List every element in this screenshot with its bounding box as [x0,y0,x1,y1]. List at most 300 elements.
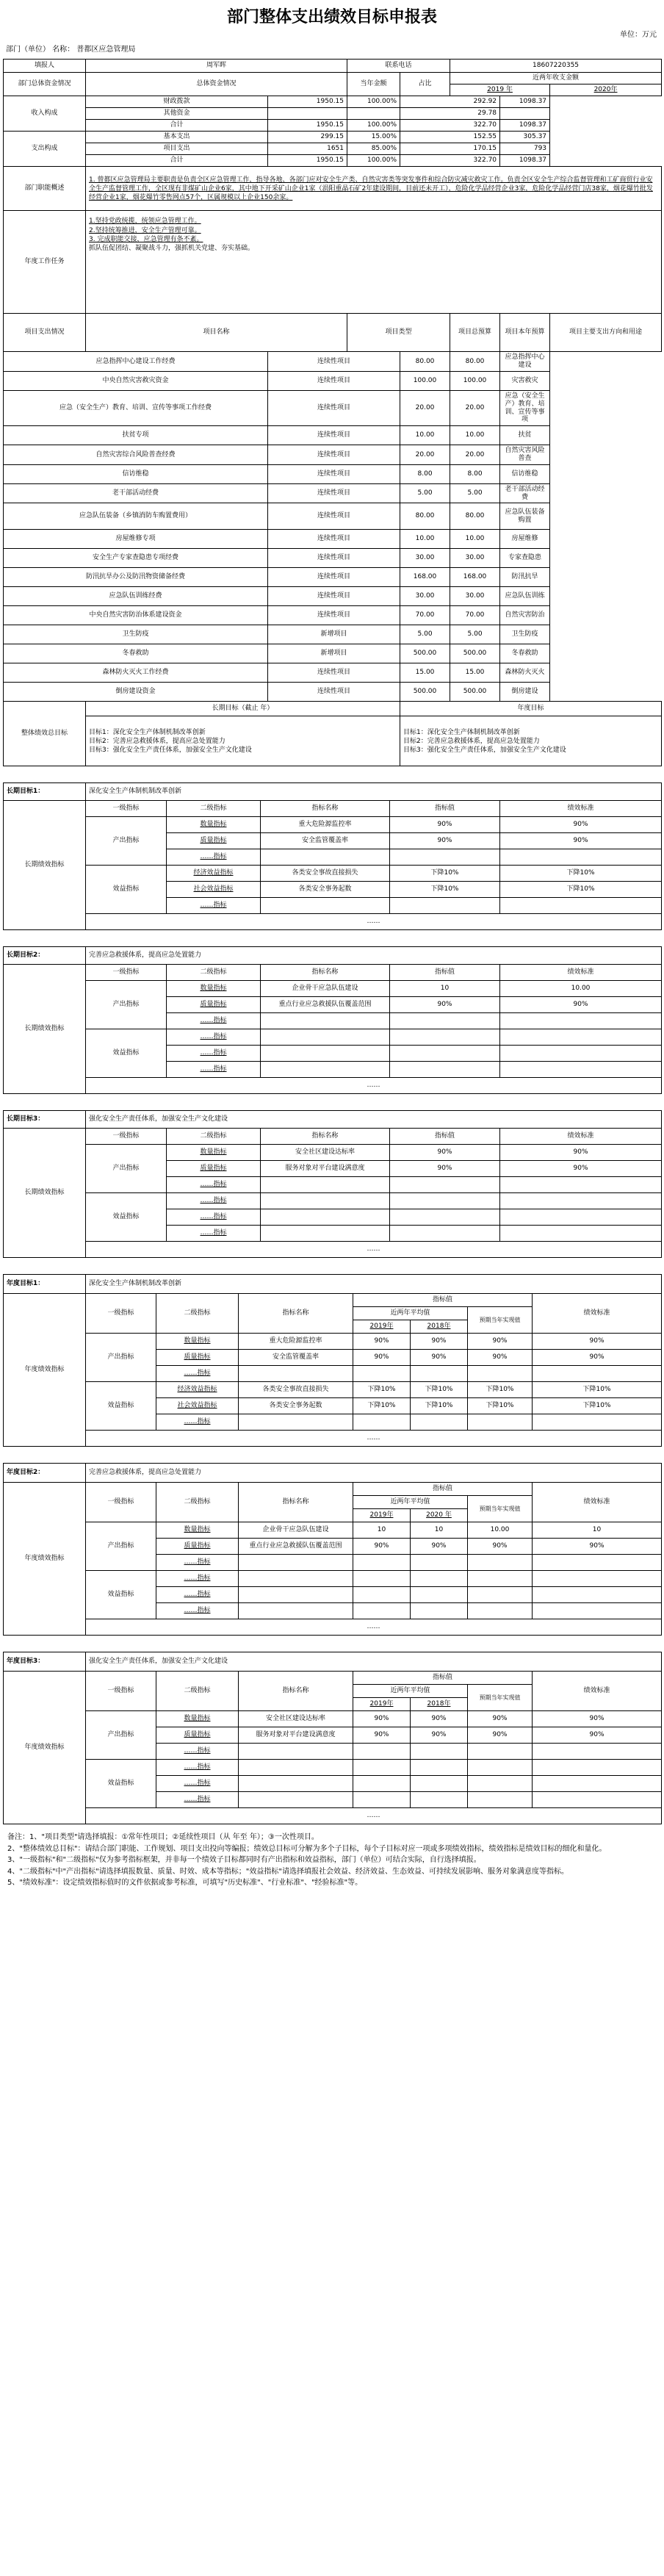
h-recent: 近两年平均值 [353,1685,468,1698]
project-total: 5.00 [400,625,450,644]
output-label: 产出指标 [86,1334,156,1382]
long-goal-table [3,946,662,1094]
expense-item-amount: 1651 [268,143,347,155]
indicator-name [261,1062,390,1078]
long-goal-desc: 强化安全生产责任体系，加强安全生产文化建设 [86,1111,662,1129]
long-goal-item: 目标1：深化安全生产体制机制改革创新 [89,728,206,736]
indicator-b [411,1555,468,1571]
indicator-b [411,1366,468,1382]
indicator-row [4,1382,662,1398]
project-row [4,530,662,549]
project-type: 连续性项目 [268,549,400,568]
task-item: 1.坚持党政统揽，统领应急管理工作。 [89,217,201,226]
indicator-b [411,1776,468,1792]
project-row [4,663,662,683]
output-label: 产出指标 [86,1711,156,1760]
expense-item-amount: 1950.15 [268,155,347,167]
long-goal-table [3,782,662,930]
indicator-value [390,1029,500,1046]
indicator-name [239,1603,353,1619]
project-type: 连续性项目 [268,371,400,390]
indicator-std [500,1177,662,1193]
output-label: 产出指标 [86,1145,167,1193]
indicator-std [533,1587,662,1603]
indicator-a [353,1571,411,1587]
indicator-std: 90% [533,1727,662,1744]
indicator-std [500,1226,662,1242]
indicator-b [411,1587,468,1603]
indicator-b [411,1414,468,1431]
ratio-label: 占比 [400,73,450,96]
project-name: 中央自然灾害救灾资金 [4,371,268,390]
indicator-std [533,1414,662,1431]
project-total: 15.00 [400,663,450,683]
indicator-c: 下降10% [468,1398,533,1414]
indicator-sub: ……指标 [156,1603,239,1619]
project-name: 自然灾害综合风险普查经费 [4,445,268,465]
project-use: 卫生防疫 [500,625,550,644]
project-row [4,683,662,702]
project-year: 10.00 [450,426,500,445]
expense-item-y2: 305.37 [500,132,550,143]
year-goals-section [3,1258,661,1824]
indicator-a [353,1603,411,1619]
year-goal-list [400,716,662,766]
income-item-ratio: 100.00% [347,120,400,132]
indicator-value: 下降10% [390,882,500,898]
project-year: 168.00 [450,568,500,587]
indicator-name: 各类安全事务起数 [239,1398,353,1414]
indicator-a: 90% [353,1350,411,1366]
indicator-sub: 质量指标 [156,1539,239,1555]
project-use: 应急队伍训练 [500,587,550,606]
indicator-b: 90% [411,1539,468,1555]
long-goal-title: 长期目标3： [4,1111,86,1129]
recent-label: 近两年收支金额 [450,73,662,84]
indicator-sub: 社会效益指标 [167,882,261,898]
expense-item-name: 项目支出 [86,143,268,155]
filler-label: 填报人 [4,60,86,73]
expense-item-ratio: 85.00% [347,143,400,155]
indicator-row [4,1522,662,1539]
h-std: 绩效标准 [500,965,662,981]
ellipsis-row: …… [86,1808,662,1824]
indicator-name [239,1792,353,1808]
income-item-y1: 29.78 [400,108,500,120]
h-std: 绩效标准 [500,801,662,817]
project-use: 自然灾害风险普查 [500,445,550,465]
indicator-std: 90% [500,1161,662,1177]
indicator-std: 下降10% [500,882,662,898]
main-table [3,59,662,766]
indicator-b [411,1792,468,1808]
project-year: 500.00 [450,644,500,663]
income-item-y1: 292.92 [400,96,500,108]
h-expect: 预期当年实现值 [468,1496,533,1522]
indicator-sub: ……指标 [167,1062,261,1078]
indicator-sub: 质量指标 [156,1727,239,1744]
ellipsis-row: …… [86,914,662,930]
project-year: 500.00 [450,683,500,702]
year-2020-label: 2020年 [550,84,662,96]
project-total: 100.00 [400,371,450,390]
note-line: 备注：1、"项目类型"请选择填报：①常年性项目；②延续性项目（从 年至 年）；③一次性项目。 [7,1833,319,1842]
effect-label: 效益指标 [86,1193,167,1242]
income-item-name: 合计 [86,120,268,132]
indicator-std: 90% [500,1145,662,1161]
indicator-name: 服务对象对平台建设满意度 [261,1161,390,1177]
indicator-a: 90% [353,1711,411,1727]
long-section-label: 长期绩效指标 [4,801,86,930]
indicator-value [390,1209,500,1226]
project-use: 森林防火灭火 [500,663,550,683]
indicator-a [353,1744,411,1760]
project-name: 森林防火灭火工作经费 [4,663,268,683]
indicator-std [533,1776,662,1792]
project-row [4,445,662,465]
project-year: 80.00 [450,503,500,530]
project-total: 20.00 [400,445,450,465]
h-year2: 2018年 [411,1320,468,1334]
project-total: 30.00 [400,549,450,568]
indicator-std [533,1744,662,1760]
indicator-b: 下降10% [411,1398,468,1414]
indicator-std [533,1603,662,1619]
h-level1: 一级指标 [86,801,167,817]
project-total: 10.00 [400,530,450,549]
indicator-sub: ……指标 [167,898,261,914]
project-use: 倒房建设 [500,683,550,702]
year-2019-label: 2019 年 [450,84,550,96]
indicator-name [261,1226,390,1242]
h-std: 绩效标准 [533,1483,662,1522]
indicator-sub: 数量指标 [156,1334,239,1350]
indicator-sub: 质量指标 [156,1350,239,1366]
indicator-name [261,898,390,914]
indicator-c [468,1414,533,1431]
h-level2: 二级指标 [167,801,261,817]
overall-funding-label: 总体资金情况 [86,73,347,96]
indicator-name [261,1029,390,1046]
indicator-name: 服务对象对平台建设满意度 [239,1727,353,1744]
project-use: 自然灾害防治 [500,606,550,625]
h-std: 绩效标准 [533,1672,662,1711]
project-use: 老干部活动经费 [500,483,550,503]
indicator-value [390,849,500,866]
indicator-value: 90% [390,1145,500,1161]
project-year: 15.00 [450,663,500,683]
indicator-name [261,1046,390,1062]
income-item-y1: 322.70 [400,120,500,132]
project-name: 应急指挥中心建设工作经费 [4,352,268,372]
project-year: 20.00 [450,390,500,425]
indicator-name [261,1193,390,1209]
dept-line: 部门（单位） 名称： 普都区应急管理局 [6,46,136,54]
indicator-name [239,1571,353,1587]
indicator-std: 下降10% [533,1382,662,1398]
year-goal-table [3,1274,662,1447]
indicator-std: 下降10% [500,866,662,882]
indicator-sub: ……指标 [156,1366,239,1382]
project-type: 连续性项目 [268,587,400,606]
year-section-label: 年度绩效指标 [4,1294,86,1447]
h-name: 指标名称 [261,1129,390,1145]
note-line: 3、"一级指标"和"二级指标"仅为参考指标框架，并非每一个绩效子目标都同时有产出指标和效益指标，部门（单位）可结合实际，自行选择填报。 [7,1856,481,1865]
project-total: 500.00 [400,644,450,663]
long-goal-table [3,1110,662,1258]
h-value: 指标值 [353,1483,533,1496]
project-name: 老干部活动经费 [4,483,268,503]
indicator-a [353,1792,411,1808]
year-goal-table [3,1463,662,1636]
indicator-std: 90% [533,1711,662,1727]
indicator-c [468,1555,533,1571]
indicator-b: 90% [411,1711,468,1727]
h-name: 指标名称 [261,801,390,817]
indicator-std: 90% [500,833,662,849]
h-value: 指标值 [390,965,500,981]
expense-item-ratio: 15.00% [347,132,400,143]
indicator-a: 下降10% [353,1398,411,1414]
long-goal-title: 长期目标2： [4,947,86,965]
project-h-year: 项目本年预算 [500,314,550,352]
project-year: 80.00 [450,352,500,372]
project-row [4,483,662,503]
phone-label: 联系电话 [347,60,450,73]
indicator-name [239,1414,353,1431]
indicator-name [261,1013,390,1029]
project-year: 10.00 [450,530,500,549]
year-goal-desc: 深化安全生产体制机制改革创新 [86,1275,662,1294]
effect-label: 效益指标 [86,1571,156,1619]
ellipsis-row: …… [86,1078,662,1094]
indicator-value [390,1226,500,1242]
indicator-name: 各类安全事故直接损失 [239,1382,353,1398]
project-section-label: 项目支出情况 [4,314,86,352]
effect-label: 效益指标 [86,866,167,914]
h-level2: 二级指标 [156,1672,239,1711]
project-row [4,503,662,530]
indicator-std [500,849,662,866]
year-goal-table [3,1652,662,1824]
indicator-c [468,1792,533,1808]
project-type: 连续性项目 [268,483,400,503]
indicator-std: 90% [533,1350,662,1366]
indicator-c [468,1366,533,1382]
h-name: 指标名称 [239,1483,353,1522]
indicator-value: 90% [390,1161,500,1177]
indicator-value: 10 [390,981,500,997]
indicator-b [411,1603,468,1619]
project-type: 新增项目 [268,625,400,644]
income-item-y2 [500,108,550,120]
indicator-a [353,1587,411,1603]
income-group-label: 收入构成 [4,96,86,132]
indicator-sub: 数量指标 [167,817,261,833]
indicator-value: 90% [390,833,500,849]
project-row [4,371,662,390]
indicator-sub: 数量指标 [156,1522,239,1539]
note-line: 4、"二级指标"中"产出指标"请选择填报数量、质量、时效、成本等指标；"效益指标"请选择填报社会效益、经济效益、生态效益、可持续发展影响、服务对象满意度等指标。 [7,1867,569,1876]
indicator-b [411,1760,468,1776]
year-goal-item: 目标2：完善应急救援体系，提高应急处置能力 [403,737,540,745]
indicator-sub: ……指标 [167,1029,261,1046]
project-use: 房屋维修 [500,530,550,549]
long-goal-desc: 深化安全生产体制机制改革创新 [86,783,662,801]
output-label: 产出指标 [86,981,167,1029]
indicator-sub: ……指标 [167,1046,261,1062]
h-name: 指标名称 [239,1672,353,1711]
indicator-value [390,1193,500,1209]
tasks-label: 年度工作任务 [4,211,86,314]
project-use: 冬春救助 [500,644,550,663]
indicator-sub: 社会效益指标 [156,1398,239,1414]
project-type: 新增项目 [268,644,400,663]
h-expect: 预期当年实现值 [468,1307,533,1334]
project-year: 8.00 [450,464,500,483]
project-name: 应急队伍装备（乡镇消防车购置费用） [4,503,268,530]
project-h-total: 项目总预算 [450,314,500,352]
long-section-label: 长期绩效指标 [4,1129,86,1258]
expense-item-y1: 170.15 [400,143,500,155]
indicator-sub: 质量指标 [167,1161,261,1177]
output-label: 产出指标 [86,1522,156,1571]
indicator-row [4,1029,662,1046]
h-level1: 一级指标 [86,1129,167,1145]
long-goal-head: 长期目标（截止 年） [86,702,400,716]
indicator-c [468,1760,533,1776]
indicator-std [533,1760,662,1776]
project-year: 30.00 [450,587,500,606]
indicator-sub: ……指标 [167,1226,261,1242]
indicator-c: 10.00 [468,1522,533,1539]
indicator-a [353,1414,411,1431]
h-level2: 二级指标 [167,1129,261,1145]
project-use: 防汛抗旱 [500,568,550,587]
h-level2: 二级指标 [156,1483,239,1522]
indicator-name [239,1366,353,1382]
indicator-sub: ……指标 [156,1776,239,1792]
project-type: 连续性项目 [268,352,400,372]
indicator-std: 90% [500,817,662,833]
note-line: 2、"整体绩效总目标"：请结合部门职能、工作规划、项目支出投向等编报；绩效总目标可分解为多个子目标，每个子目标对应一项或多项绩效指标，绩效指标是绩效目标的细化和量化。 [7,1844,607,1853]
income-item-y2: 1098.37 [500,120,550,132]
indicator-name [261,1177,390,1193]
income-item-amount: 1950.15 [268,120,347,132]
indicator-row [4,1760,662,1776]
indicator-b [411,1744,468,1760]
year-goal-title: 年度目标3： [4,1652,86,1672]
h-year2: 2018年 [411,1698,468,1711]
ellipsis-row: …… [86,1431,662,1447]
long-goal-list [86,716,400,766]
indicator-sub: 数量指标 [167,981,261,997]
indicator-c [468,1587,533,1603]
project-type: 连续性项目 [268,683,400,702]
year-goal-item: 目标3：强化安全生产责任体系，加强安全生产文化建设 [403,746,566,754]
expense-group-label: 支出构成 [4,132,86,167]
project-name: 应急队伍训练经费 [4,587,268,606]
long-goal-item: 目标3：强化安全生产责任体系，加强安全生产文化建设 [89,746,252,754]
phone-value: 18607220355 [450,60,662,73]
indicator-value [390,1062,500,1078]
year-goal-title: 年度目标2： [4,1464,86,1483]
project-year: 100.00 [450,371,500,390]
indicator-name: 各类安全事故直接损失 [261,866,390,882]
indicator-std [500,1029,662,1046]
indicator-a [353,1776,411,1792]
expense-item-name: 基本支出 [86,132,268,143]
year-goal-head: 年度目标 [400,702,662,716]
indicator-sub: ……指标 [156,1760,239,1776]
indicator-std [500,1013,662,1029]
indicator-name: 重点行业应急救援队伍覆盖范围 [261,997,390,1013]
duties-text: 1. 曾都区应急管理局主要职责是负责全区应急管理工作，指导各地、各部门应对安全生产类、自然灾害类等突发事件和综合防灾减灾救灾工作。负责全区安全生产综合监督管理和工矿商贸行业安全生产监督管理工作，全区现有非煤矿山企业6家，其中地下开采矿山企业1家（涢阳重晶石矿2年建设期间，目前还未开工），危险化学品经营企业3家，危险化学品经营门店38家，烟花爆竹批发经营企业1家，烟花爆竹零售网点57个，区属规模以上企业150余家。 [86,167,662,211]
indicator-c: 90% [468,1334,533,1350]
indicator-std [533,1555,662,1571]
indicator-b: 下降10% [411,1382,468,1398]
project-name: 倒房建设资金 [4,683,268,702]
h-name: 指标名称 [261,965,390,981]
indicator-a: 90% [353,1727,411,1744]
indicator-name: 重大危险源监控率 [239,1334,353,1350]
indicator-std [533,1366,662,1382]
income-item-amount: 1950.15 [268,96,347,108]
indicator-row [4,1145,662,1161]
indicator-a: 10 [353,1522,411,1539]
project-total: 8.00 [400,464,450,483]
indicator-name: 安全监管覆盖率 [261,833,390,849]
income-item-name: 其他资金 [86,108,268,120]
project-h-use: 项目主要支出方向和用途 [550,314,662,352]
unit-label: 单位：万元 [620,31,657,40]
indicator-std [533,1571,662,1587]
h-recent: 近两年平均值 [353,1496,468,1509]
project-row [4,390,662,425]
project-name: 中央自然灾害防治体系建设资金 [4,606,268,625]
indicator-sub: 数量指标 [156,1711,239,1727]
indicator-row [4,1334,662,1350]
project-use: 专家查隐患 [500,549,550,568]
indicator-sub: ……指标 [156,1571,239,1587]
indicator-c [468,1776,533,1792]
filler-name: 周军晖 [86,60,347,73]
h-year2: 2020 年 [411,1509,468,1522]
h-level2: 二级指标 [156,1294,239,1334]
project-total: 5.00 [400,483,450,503]
expense-item-amount: 299.15 [268,132,347,143]
h-name: 指标名称 [239,1294,353,1334]
indicator-b: 90% [411,1727,468,1744]
indicator-c [468,1744,533,1760]
dept-name: 普都区应急管理局 [76,46,136,54]
indicator-c: 90% [468,1711,533,1727]
expense-item-name: 合计 [86,155,268,167]
indicator-name: 安全社区建设达标率 [261,1145,390,1161]
long-goal-title: 长期目标1： [4,783,86,801]
task-item: 2.坚持统筹推进，安全生产管理可靠。 [89,226,201,234]
indicator-std [500,1209,662,1226]
h-recent: 近两年平均值 [353,1307,468,1320]
h-value: 指标值 [390,801,500,817]
overall-goal-label: 整体绩效总目标 [4,702,86,766]
income-item-name: 财政拨款 [86,96,268,108]
h-std: 绩效标准 [533,1294,662,1334]
indicator-c [468,1571,533,1587]
indicator-std [500,1193,662,1209]
project-total: 80.00 [400,352,450,372]
indicator-name: 重大危险源监控率 [261,817,390,833]
